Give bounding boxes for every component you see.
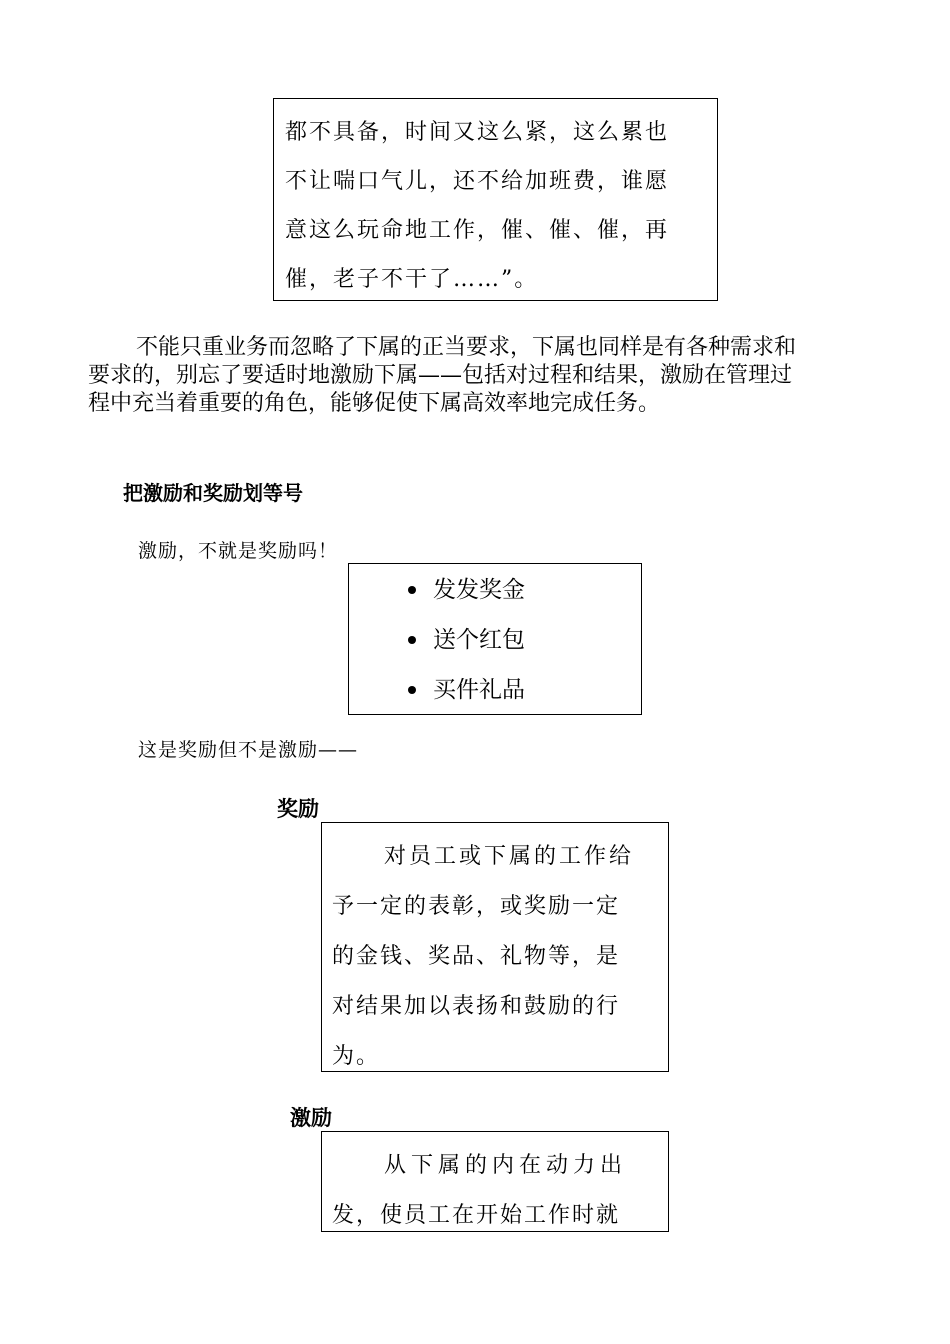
reward-definition-box	[321, 822, 669, 1072]
quote-line: 催，老子不干了……”。	[285, 267, 539, 292]
list-item-label: 发发奖金	[433, 577, 525, 603]
bullet-icon	[408, 586, 416, 594]
list-item	[433, 675, 525, 705]
motivation-label: 激励	[290, 1106, 332, 1130]
quote-box	[273, 98, 718, 301]
contrast-line: 这是奖励但不是激励——	[138, 739, 359, 761]
paragraph-line: 要求的，别忘了要适时地激励下属——包括对过程和结果，激励在管理过	[88, 363, 793, 388]
paragraph-line: 不能只重业务而忽略了下属的正当要求，下属也同样是有各种需求和	[136, 335, 797, 360]
bullet-icon	[408, 636, 416, 644]
section-heading: 把激励和奖励划等号	[123, 481, 303, 505]
list-item-label: 送个红包	[433, 627, 525, 653]
definition-line: 发，使员工在开始工作时就	[332, 1203, 621, 1228]
body-paragraph	[88, 334, 908, 418]
quote-line: 意这么玩命地工作，催、催、催，再	[285, 218, 670, 243]
quote-line: 不让喘口气儿，还不给加班费，谁愿	[285, 169, 670, 194]
reward-list-box	[348, 563, 642, 715]
quote-line: 都不具备，时间又这么紧，这么累也	[285, 120, 670, 145]
bullet-icon	[408, 686, 416, 694]
list-item	[433, 575, 525, 605]
definition-line: 为。	[332, 1044, 381, 1069]
motivation-definition-box	[321, 1131, 669, 1232]
definition-line: 对员工或下属的工作给	[384, 844, 635, 869]
reward-label: 奖励	[277, 797, 319, 821]
definition-line: 的金钱、奖品、礼物等，是	[332, 944, 621, 969]
list-item	[433, 625, 525, 655]
list-item-label: 买件礼品	[433, 677, 525, 703]
question-line: 激励，不就是奖励吗！	[138, 540, 339, 562]
paragraph-line: 程中充当着重要的角色，能够促使下属高效率地完成任务。	[88, 391, 661, 416]
definition-line: 从下属的内在动力出	[384, 1153, 628, 1178]
definition-line: 予一定的表彰，或奖励一定	[332, 894, 621, 919]
definition-line: 对结果加以表扬和鼓励的行	[332, 994, 621, 1019]
